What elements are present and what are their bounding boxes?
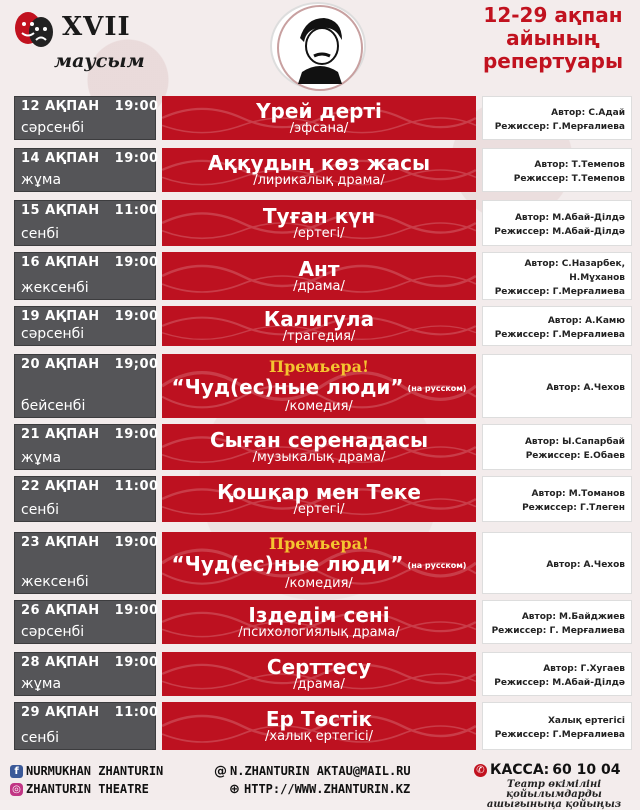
- show-day: бейсенбі: [21, 398, 86, 414]
- show-date-time: [21, 705, 159, 720]
- show-credits: [482, 306, 632, 346]
- instagram-link[interactable]: ◎ ZHANTURIN THEATRE: [10, 782, 149, 796]
- repertoire-title: 12-29 ақпан айының репертуары: [482, 3, 624, 73]
- show-credits: [482, 96, 632, 140]
- show-date-time: [21, 357, 159, 372]
- credit-line: Режиссер: Г.Мерғалиева: [494, 329, 625, 340]
- show-date-time: [21, 535, 159, 550]
- show-title: Сыған серенадасы: [209, 428, 429, 452]
- show-credits: [482, 200, 632, 246]
- show-date-box: [14, 96, 159, 140]
- season-number: XVII: [62, 12, 131, 42]
- show-date-box: [14, 532, 159, 594]
- instagram-icon: ◎: [10, 783, 23, 796]
- show-date-box: [14, 702, 159, 750]
- schedule-row: [0, 306, 640, 346]
- show-genre: /ертегі/: [293, 502, 345, 517]
- schedule-row: [0, 702, 640, 750]
- show-genre: /ертегі/: [293, 226, 345, 241]
- show-day: сенбі: [21, 502, 59, 518]
- show-date-box: [14, 148, 159, 192]
- show-day: сенбі: [21, 226, 59, 242]
- show-date: 28 АҚПАН: [21, 655, 100, 670]
- show-date-box: [14, 306, 159, 346]
- show-date-box: [14, 252, 159, 300]
- credit-line: Режиссер: Е.Обаев: [525, 450, 625, 461]
- show-title-box[interactable]: [162, 476, 476, 522]
- credit-line: Автор: М.Байджиев: [521, 611, 625, 622]
- show-date-box: [14, 476, 159, 522]
- show-date: 29 АҚПАН: [21, 705, 100, 720]
- credit-line: Режиссер: М.Абай-Ділдә: [494, 677, 625, 688]
- show-day: жұма: [21, 172, 62, 188]
- show-title: Іздедім сені: [248, 603, 390, 627]
- show-date: 23 АҚПАН: [21, 535, 100, 550]
- show-credits: [482, 702, 632, 750]
- show-title-box[interactable]: [162, 424, 476, 470]
- show-title-box[interactable]: [162, 96, 476, 140]
- show-date-time: [21, 203, 159, 218]
- show-date: 19 АҚПАН: [21, 309, 100, 324]
- credit-line: Автор: Г.Хугаев: [543, 663, 625, 674]
- show-date-box: [14, 652, 159, 696]
- show-date-box: [14, 600, 159, 644]
- show-title-box[interactable]: [162, 306, 476, 346]
- show-time: 19:00: [114, 655, 159, 670]
- footer: [0, 760, 640, 810]
- schedule-row: [0, 200, 640, 246]
- show-title-box[interactable]: [162, 200, 476, 246]
- show-time: 19:00: [114, 255, 159, 270]
- show-genre: /драма/: [293, 677, 345, 692]
- show-day: жұма: [21, 450, 62, 466]
- show-date-box: [14, 354, 159, 418]
- header: [0, 0, 640, 94]
- show-time: 11:00: [114, 705, 159, 720]
- phone-icon: ✆: [474, 764, 487, 777]
- show-date-time: [21, 655, 159, 670]
- show-genre: /психологиялық драма/: [238, 625, 400, 640]
- show-credits: [482, 600, 632, 644]
- show-title-box[interactable]: [162, 532, 476, 594]
- show-day: жексенбі: [21, 574, 89, 590]
- credit-line: Автор: А.Чехов: [546, 559, 625, 570]
- show-date-time: [21, 427, 159, 442]
- show-title-box[interactable]: [162, 652, 476, 696]
- show-title: Серттесу: [266, 655, 372, 679]
- schedule-row: [0, 354, 640, 418]
- credit-line: Режиссер: Г.Мерғалиева: [494, 121, 625, 132]
- show-title-box[interactable]: [162, 148, 476, 192]
- email-link[interactable]: @ N.ZHANTURIN AKTAU@MAIL.RU: [214, 763, 411, 779]
- show-time: 11:00: [114, 203, 159, 218]
- show-title: Аққудың көз жасы: [207, 151, 431, 175]
- credit-line: Автор: Ы.Сапарбай: [524, 436, 625, 447]
- credit-line: Халық ертегісі: [547, 715, 625, 726]
- show-credits: [482, 476, 632, 522]
- credit-line: Режиссер: Г.Мерғалиева: [494, 286, 625, 297]
- kassa-phone[interactable]: ✆ КАССА: 60 10 04: [474, 762, 620, 778]
- show-title-box[interactable]: [162, 354, 476, 418]
- show-title: Үрей дерті: [256, 99, 382, 123]
- show-time: 19;00: [114, 357, 159, 372]
- credit-line: Автор: М.Абай-Ділдә: [514, 212, 625, 223]
- season-label: маусым: [54, 50, 145, 72]
- show-date: 21 АҚПАН: [21, 427, 100, 442]
- language-note: (на русском): [407, 383, 467, 393]
- show-genre: /трагедия/: [282, 329, 356, 344]
- show-genre: /музыкалық драма/: [252, 450, 386, 465]
- credit-line: Режиссер: Т.Темепов: [513, 173, 625, 184]
- theatre-masks-icon: [10, 6, 60, 56]
- credit-line: Автор: А.Камю: [547, 315, 625, 326]
- show-time: 19:00: [114, 535, 159, 550]
- show-time: 19:00: [114, 427, 159, 442]
- show-date: 15 АҚПАН: [21, 203, 100, 218]
- schedule-row: [0, 96, 640, 140]
- language-note: (на русском): [407, 560, 467, 570]
- show-date-time: [21, 603, 159, 618]
- show-date-time: [21, 309, 159, 324]
- show-day: сәрсенбі: [21, 624, 85, 640]
- show-date-time: [21, 479, 159, 494]
- show-title: Ер Төстік: [265, 707, 373, 731]
- show-title-box[interactable]: [162, 252, 476, 300]
- premiere-label: Премьера!: [269, 357, 369, 377]
- credit-line: Автор: Т.Темепов: [534, 159, 625, 170]
- show-title: “Чуд(ес)ные люди” (на русском): [171, 375, 467, 400]
- show-genre: /халық ертегісі/: [265, 729, 373, 744]
- theatre-motto: Театр өкіміліні қойылымдарды ашығыныңа қойыңыз: [486, 779, 622, 810]
- show-date-time: [21, 151, 159, 166]
- show-date: 14 АҚПАН: [21, 151, 100, 166]
- show-credits: [482, 148, 632, 192]
- show-credits: [482, 532, 632, 594]
- facebook-link[interactable]: f NURMUKHAN ZHANTURIN: [10, 764, 163, 778]
- globe-icon: ⊕: [229, 781, 240, 797]
- schedule-row: [0, 532, 640, 594]
- show-day: сенбі: [21, 730, 59, 746]
- show-date: 22 АҚПАН: [21, 479, 100, 494]
- show-day: жұма: [21, 676, 62, 692]
- credit-line: Автор: А.Чехов: [546, 382, 625, 393]
- portrait-logo: [270, 2, 366, 90]
- schedule-row: [0, 252, 640, 300]
- show-genre: /комедия/: [285, 398, 353, 414]
- show-time: 19:00: [114, 99, 159, 114]
- schedule-row: [0, 424, 640, 470]
- show-genre: /лирикалық драма/: [253, 173, 385, 188]
- show-date: 20 АҚПАН: [21, 357, 100, 372]
- show-date: 16 АҚПАН: [21, 255, 100, 270]
- show-date-time: [21, 255, 159, 270]
- schedule-row: [0, 476, 640, 522]
- schedule-row: [0, 600, 640, 644]
- show-date: 12 АҚПАН: [21, 99, 100, 114]
- credit-line: Режиссер: М.Абай-Ділдә: [494, 226, 625, 237]
- show-date-time: [21, 99, 159, 114]
- show-title: “Чуд(ес)ные люди” (на русском): [171, 552, 467, 577]
- show-genre: /комедия/: [285, 575, 353, 591]
- portrait-icon: [272, 4, 368, 92]
- show-day: сәрсенбі: [21, 120, 85, 136]
- credit-line: Автор: С.Адай: [551, 107, 625, 118]
- show-credits: [482, 354, 632, 418]
- at-icon: @: [214, 763, 227, 779]
- show-time: 19:00: [114, 603, 159, 618]
- season-logo: [10, 6, 150, 86]
- show-day: жексенбі: [21, 280, 89, 296]
- show-credits: [482, 252, 632, 300]
- credit-line: Н.Мұханов: [569, 272, 625, 283]
- show-date-box: [14, 424, 159, 470]
- show-credits: [482, 652, 632, 696]
- show-date-box: [14, 200, 159, 246]
- credit-line: Режиссер: Г.Мерғалиева: [494, 729, 625, 740]
- show-title: Ант: [298, 257, 340, 281]
- show-genre: /драма/: [293, 279, 345, 294]
- show-day: сәрсенбі: [21, 326, 85, 342]
- show-genre: /эфсана/: [289, 121, 349, 136]
- premiere-label: Премьера!: [269, 534, 369, 554]
- show-date: 26 АҚПАН: [21, 603, 100, 618]
- schedule-row: [0, 652, 640, 696]
- show-time: 19:00: [114, 309, 159, 324]
- show-time: 11:00: [114, 479, 159, 494]
- credit-line: Автор: М.Томанов: [531, 488, 625, 499]
- show-title: Туған күн: [262, 204, 376, 228]
- credit-line: Автор: С.Назарбек,: [524, 258, 625, 269]
- website-link[interactable]: ⊕ HTTP://WWW.ZHANTURIN.KZ: [229, 781, 411, 797]
- schedule-row: [0, 148, 640, 192]
- credit-line: Режиссер: Г. Мерғалиева: [491, 625, 625, 636]
- credit-line: Режиссер: Г.Тлеген: [522, 502, 625, 513]
- show-title-box[interactable]: [162, 600, 476, 644]
- show-credits: [482, 424, 632, 470]
- show-title: Калигула: [263, 307, 375, 331]
- show-title: Қошқар мен Теке: [217, 480, 421, 504]
- show-time: 19:00: [114, 151, 159, 166]
- show-title-box[interactable]: [162, 702, 476, 750]
- facebook-icon: f: [10, 765, 23, 778]
